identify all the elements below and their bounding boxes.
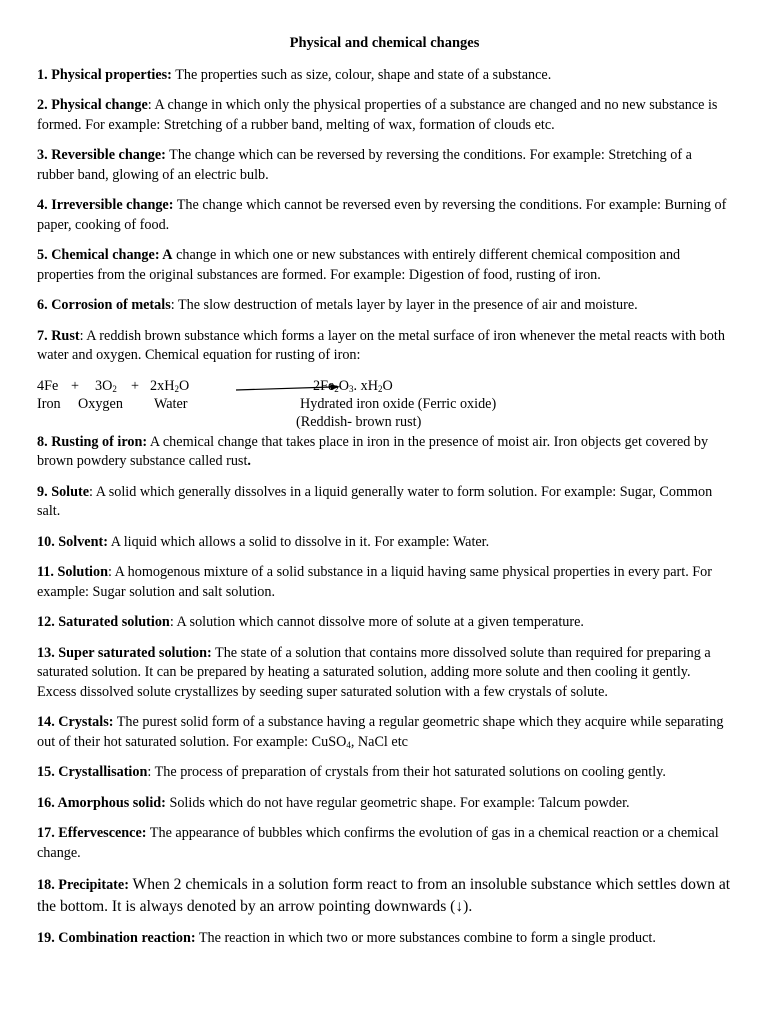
definition-text: The appearance of bubbles which confirms the evolution of gas in a chemical reaction or a chemical change.: [37, 825, 719, 861]
reactant-iron: 4Fe: [37, 377, 59, 394]
definition-text: : The slow destruction of metals layer by layer in the presence of air and moisture.: [170, 297, 638, 313]
definition-text: : A homogenous mixture of a solid substance in a liquid having same physical properties in every part. For example: Sugar solution and salt solution.: [37, 564, 713, 600]
term: 18. Precipitate:: [37, 877, 129, 893]
definition-text: : A reddish brown substance which forms a layer on the metal surface of iron whenever the metal reacts with both water and oxygen. Chemical equation for rusting of iron:: [37, 327, 725, 363]
term: 2. Physical change: [37, 97, 148, 113]
definition-solvent: [37, 533, 732, 553]
definition-text: Solids which do not have regular geometric shape. For example: Talcum powder.: [165, 794, 630, 811]
term: 4. Irreversible change:: [37, 197, 174, 213]
term: 10. Solvent:: [37, 533, 108, 550]
product-hydrated-iron-oxide: $2Fe_2O_3$. $xH_2O$: [313, 377, 393, 394]
term: 9. Solute: [37, 483, 90, 500]
term: 15. Crystallisation: [37, 764, 148, 780]
definition-text: The change which cannot be reversed even by reversing the conditions. For example: Burning of paper, cooking of food.: [37, 197, 727, 233]
definition-rusting-of-iron: 8. Rusting of iron: A chemical change that takes place in iron in the presence of moist air. Iron objects get covered by brown powdery substance called rust.: [37, 433, 709, 469]
definition-text: : A solid which generally dissolves in a liquid generally water to form solution. For example: Sugar, Common salt.: [37, 483, 713, 519]
definition-text: : The process of preparation of crystals from their hot saturated solutions on cooling gently.: [147, 764, 666, 780]
reactant-oxygen: $3O_2$: [95, 377, 117, 394]
term: 13. Super saturated solution:: [37, 644, 212, 661]
label-oxygen: Oxygen: [78, 395, 123, 412]
term: 16. Amorphous solid:: [37, 794, 166, 811]
definition-text: When 2 chemicals in a solution form react to from an insoluble substance which settles down at the bottom. It is always denoted by an arrow pointing downwards (↓).: [37, 876, 731, 915]
definition-solute: [37, 483, 732, 522]
label-iron: Iron: [37, 395, 61, 412]
definition-solution: [37, 563, 732, 602]
definition-super-saturated-solution: [37, 644, 732, 703]
term: 19. Combination reaction:: [37, 930, 196, 946]
definition-precipitate: [37, 874, 732, 918]
definition-text: : A solution which cannot dissolve more of solute at a given temperature.: [169, 614, 584, 630]
definition-text: The purest solid form of a substance having a regular geometric shape which they acquire while separating out of their hot saturated solution. For example: CuSO: [37, 714, 724, 750]
reactant-water: $2xH_2O$: [150, 377, 190, 394]
rusting-equation: [37, 377, 732, 435]
definition-combination-reaction: [37, 929, 732, 949]
definition-text: change in which one or new substances with entirely different chemical composition and properties from the original substances are formed. For example: Digestion of food, rusting of iron.: [37, 247, 681, 283]
term: 8. Rusting of iron:: [37, 433, 148, 450]
term: 6. Corrosion of metals: [37, 297, 171, 313]
plus-sign: +: [131, 377, 140, 394]
definition-text: The change which can be reversed by reversing the conditions. For example: Stretching of a rubber band, glowing of an electric bulb.: [37, 147, 692, 183]
definition-crystals: 14. Crystals: The purest solid form of a substance having a regular geometric shape which they acquire while separating out of their hot saturated solution. For example: CuSO$_4$, NaCl etc: [37, 714, 724, 750]
term: 17. Effervescence:: [37, 825, 147, 841]
label-water: Water: [154, 395, 188, 412]
definition-saturated-solution: [37, 613, 732, 633]
definition-text: A chemical change that takes place in iron in the presence of moist air. Iron objects get covered by brown powdery substance called rust: [37, 433, 709, 469]
term: 11. Solution: [37, 564, 108, 580]
term: 12. Saturated solution: [37, 614, 170, 630]
definition-text: The state of a solution that contains more dissolved solute than required for preparing a saturated solution. It can be prepared by heating a saturated solution, adding more solute and then cooling it gently. Excess dissolved solute crystallizes by seeding super saturated solution with a few crystals of solute.: [37, 644, 711, 700]
definition-amorphous-solid: [37, 794, 732, 814]
label-product: Hydrated iron oxide (Ferric oxide): [300, 395, 497, 412]
term: 7. Rust: [37, 327, 80, 344]
definition-effervescence: [37, 824, 732, 863]
definition-crystallisation: [37, 763, 732, 783]
definition-rust: [37, 327, 732, 366]
definition-corrosion: [37, 296, 732, 316]
term: 14. Crystals:: [37, 714, 114, 730]
definition-text: The properties such as size, colour, shape and state of a substance.: [171, 66, 552, 83]
plus-sign: +: [71, 377, 80, 394]
definition-physical-properties: [37, 66, 732, 86]
definition-text: A liquid which allows a solid to dissolve in it. For example: Water.: [107, 533, 490, 550]
definition-physical-change: [37, 96, 732, 135]
document-page: [37, 34, 732, 960]
term: 3. Reversible change:: [37, 147, 166, 163]
definition-text: The reaction in which two or more substances combine to form a single product.: [195, 930, 656, 946]
definition-text: : A change in which only the physical properties of a substance are changed and no new substance is formed. For example: Stretching of a rubber band, melting of wax, formation of clouds etc.: [37, 97, 718, 133]
definition-chemical-change: [37, 246, 732, 285]
term: 1. Physical properties:: [37, 66, 172, 83]
label-product-note: (Reddish- brown rust): [296, 413, 422, 430]
definition-irreversible-change: [37, 196, 732, 235]
definition-reversible-change: [37, 146, 732, 185]
term: 5. Chemical change: A: [37, 247, 173, 263]
page-title: Physical and chemical changes: [289, 35, 480, 51]
